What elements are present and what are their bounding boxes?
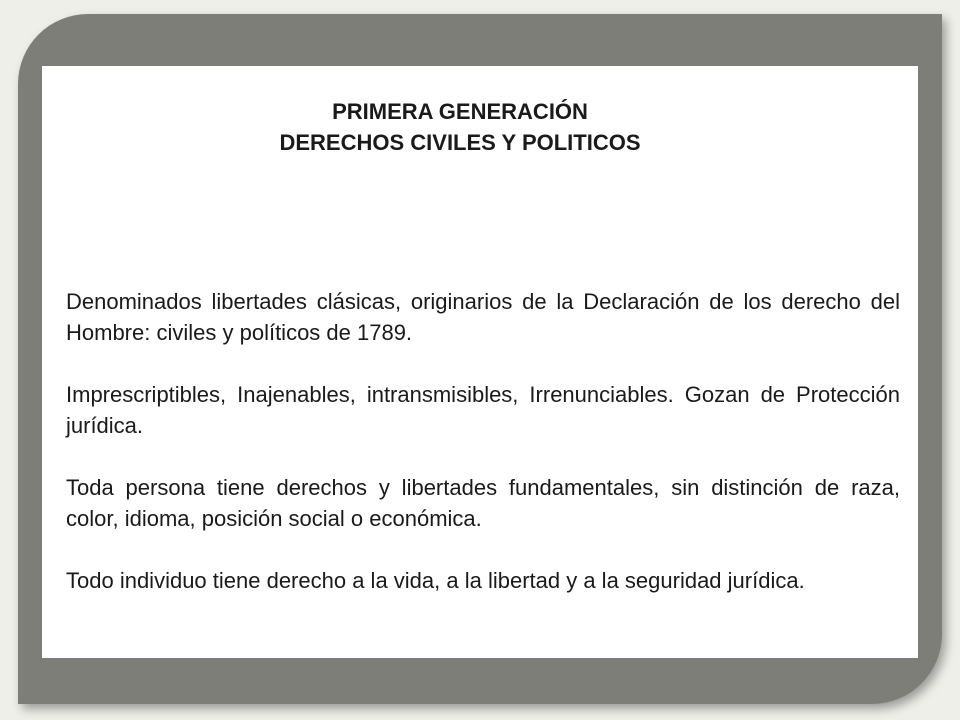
paragraph-characteristics: Imprescriptibles, Inajenables, intransmisibles, Irrenunciables. Gozan de Protección jurídica.	[66, 382, 900, 438]
paragraph-life-liberty: Todo individuo tiene derecho a la vida, a la libertad y a la seguridad jurídica.	[66, 568, 805, 593]
paragraph-equality: Toda persona tiene derechos y libertades fundamentales, sin distinción de raza, color, idioma, posición social o económica.	[66, 475, 900, 531]
slide-content	[42, 66, 918, 658]
slide-title	[42, 96, 918, 158]
paragraph-origin: Denominados libertades clásicas, originarios de la Declaración de los derecho del Hombre: civiles y políticos de 1789.	[66, 289, 900, 345]
title-line-1: PRIMERA GENERACIÓN	[332, 99, 588, 124]
title-line-2: DERECHOS CIVILES Y POLITICOS	[279, 130, 641, 155]
slide-body	[66, 286, 900, 627]
